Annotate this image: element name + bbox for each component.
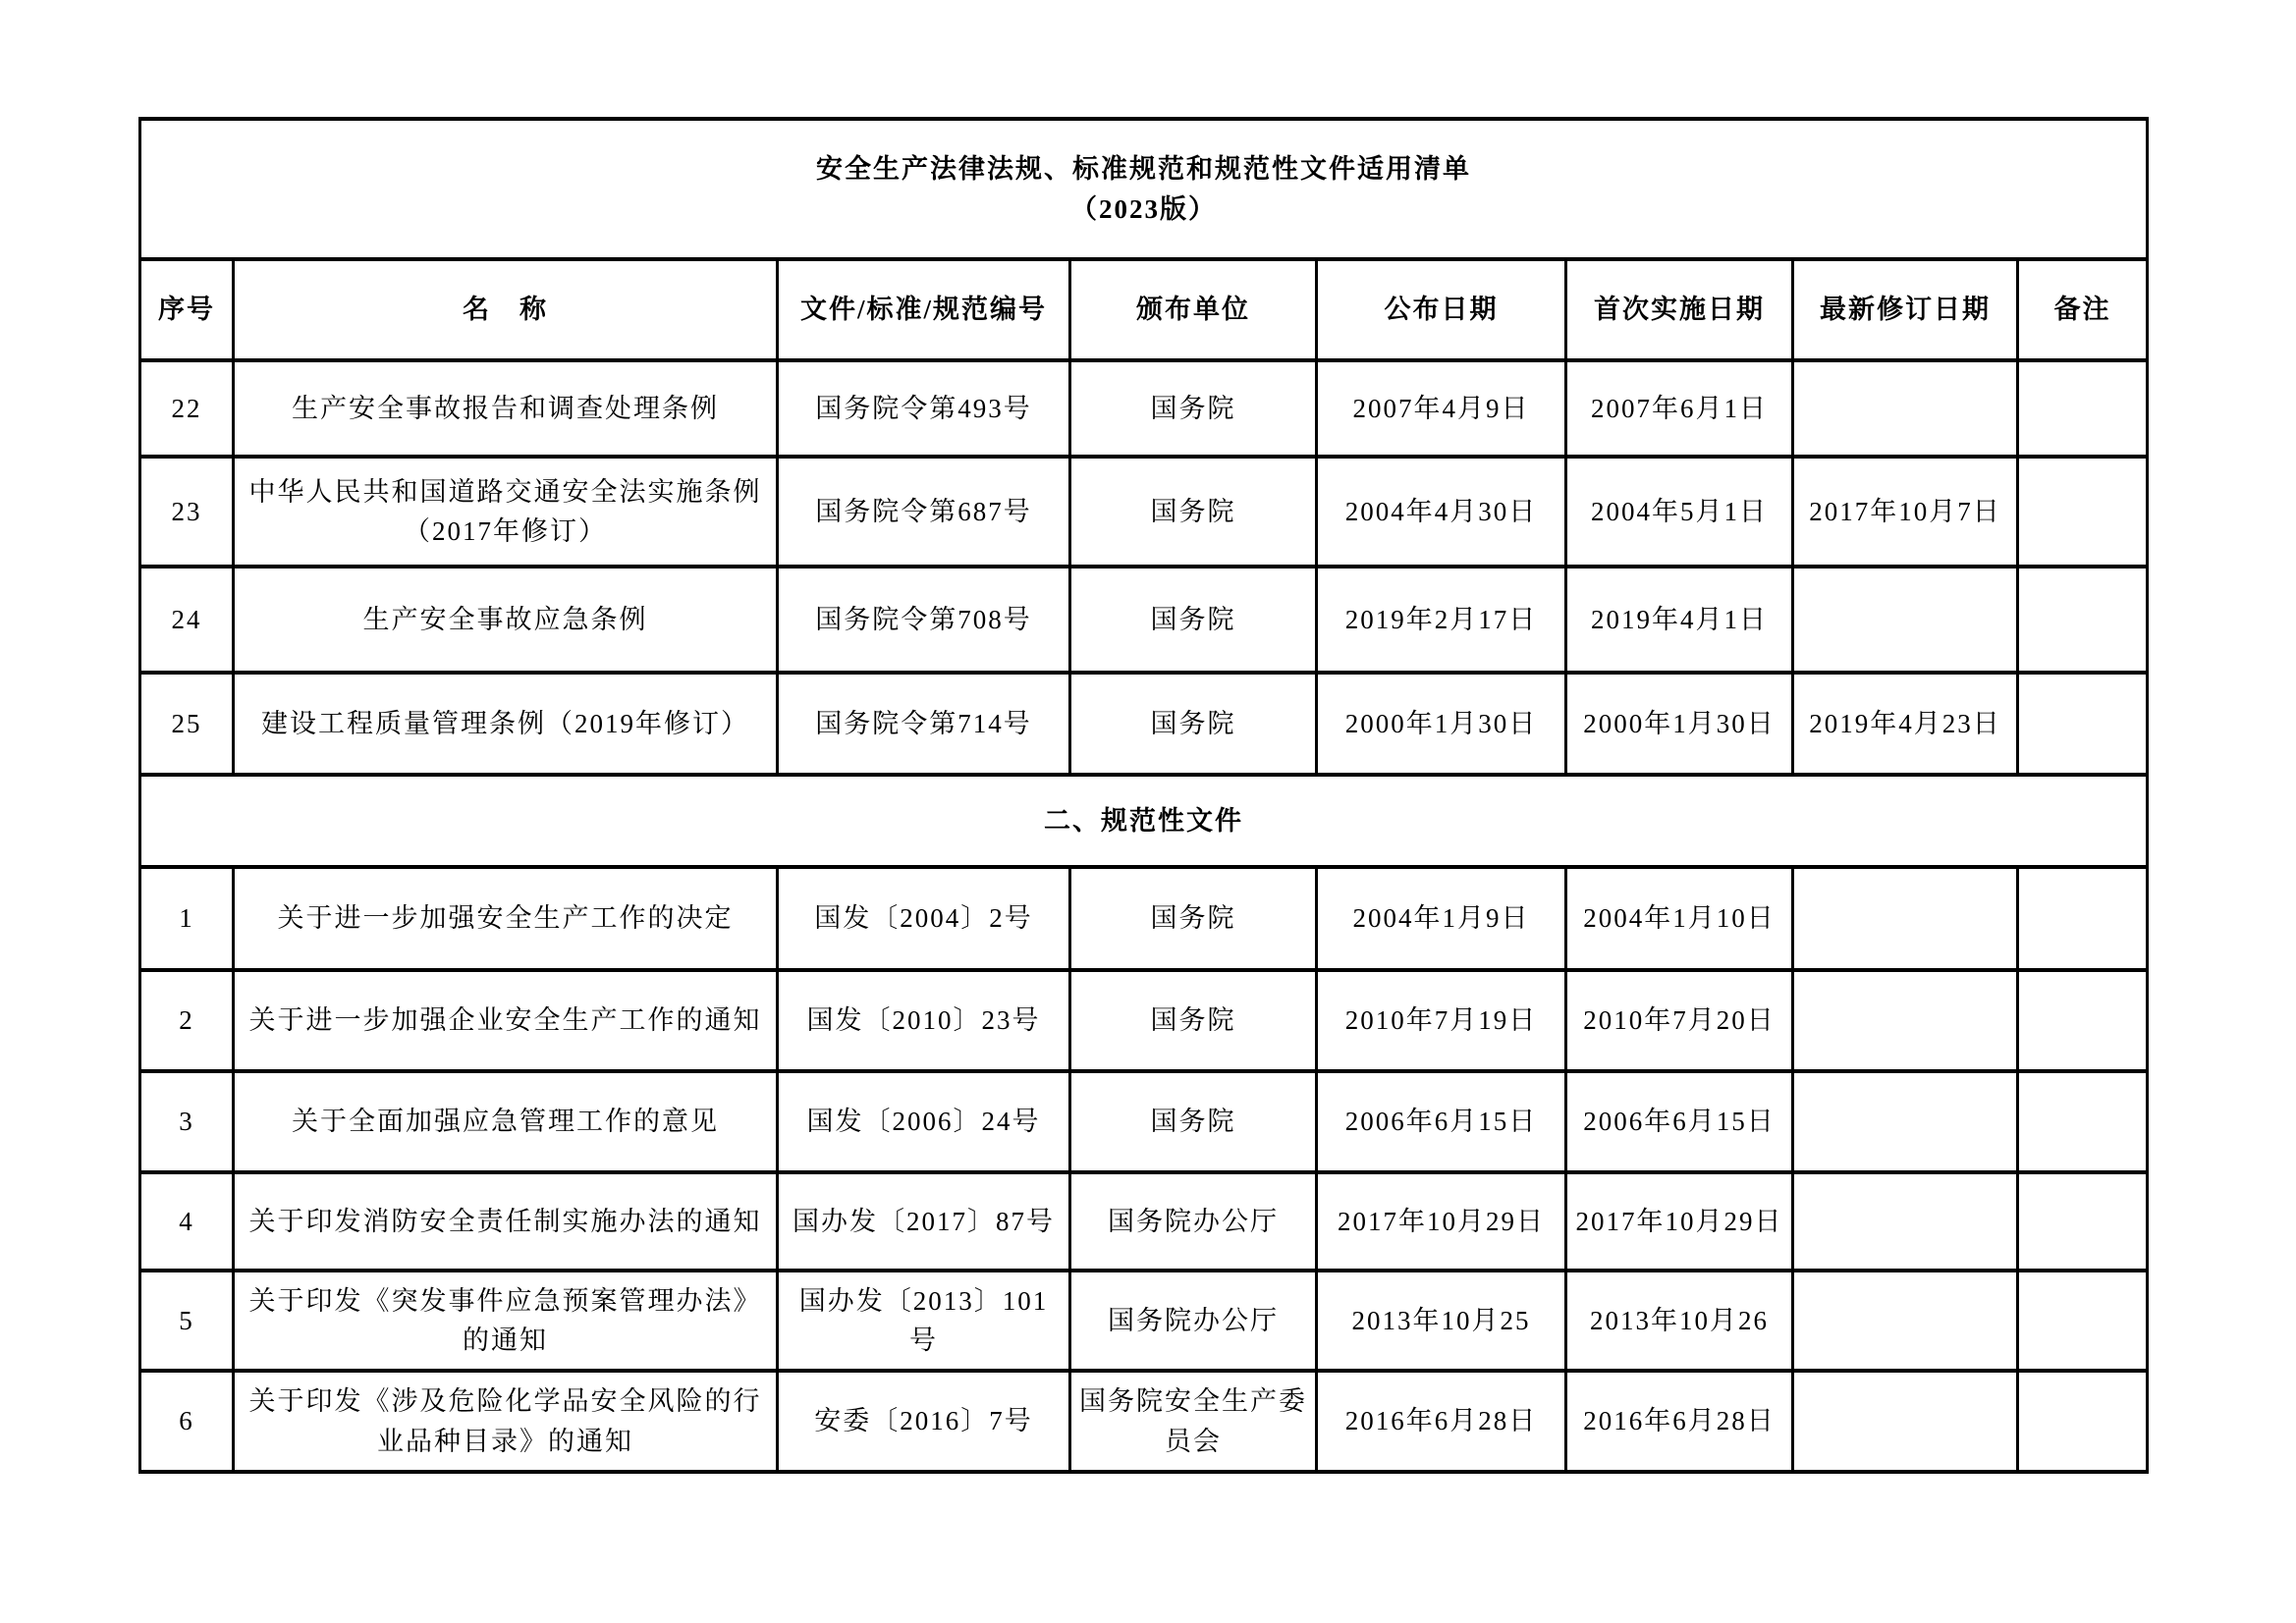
column-header-row <box>140 259 2148 360</box>
cell-revision-date <box>1793 1371 2018 1472</box>
cell-issuer: 国务院办公厅 <box>1070 1271 1317 1371</box>
cell-no: 23 <box>140 457 234 567</box>
cell-first-impl-date: 2016年6月28日 <box>1566 1371 1793 1472</box>
cell-first-impl-date: 2000年1月30日 <box>1566 673 1793 775</box>
cell-remark <box>2018 1371 2148 1472</box>
cell-remark <box>2018 970 2148 1071</box>
cell-revision-date <box>1793 1071 2018 1172</box>
document-title <box>140 119 2148 259</box>
cell-publish-date: 2004年4月30日 <box>1317 457 1566 567</box>
cell-publish-date: 2006年6月15日 <box>1317 1071 1566 1172</box>
cell-no: 1 <box>140 867 234 970</box>
cell-first-impl-date: 2019年4月1日 <box>1566 567 1793 673</box>
cell-publish-date: 2017年10月29日 <box>1317 1172 1566 1271</box>
cell-code: 国发〔2006〕24号 <box>778 1071 1070 1172</box>
table-row <box>140 1071 2148 1172</box>
cell-first-impl-date: 2007年6月1日 <box>1566 360 1793 457</box>
cell-code: 国务院令第708号 <box>778 567 1070 673</box>
cell-name: 建设工程质量管理条例（2019年修订） <box>234 673 778 775</box>
cell-code: 国务院令第714号 <box>778 673 1070 775</box>
cell-name: 关于印发《突发事件应急预案管理办法》的通知 <box>234 1271 778 1371</box>
cell-no: 3 <box>140 1071 234 1172</box>
cell-revision-date <box>1793 1172 2018 1271</box>
cell-name: 关于进一步加强安全生产工作的决定 <box>234 867 778 970</box>
table-row <box>140 1271 2148 1371</box>
cell-code: 安委〔2016〕7号 <box>778 1371 1070 1472</box>
cell-code: 国发〔2004〕2号 <box>778 867 1070 970</box>
title-row <box>140 119 2148 259</box>
cell-issuer: 国务院 <box>1070 867 1317 970</box>
cell-first-impl-date: 2006年6月15日 <box>1566 1071 1793 1172</box>
cell-revision-date: 2017年10月7日 <box>1793 457 2018 567</box>
col-header-first-impl-date: 首次实施日期 <box>1566 259 1793 360</box>
section-header: 二、规范性文件 <box>140 775 2148 867</box>
cell-remark <box>2018 457 2148 567</box>
cell-publish-date: 2007年4月9日 <box>1317 360 1566 457</box>
cell-remark <box>2018 673 2148 775</box>
cell-remark <box>2018 1271 2148 1371</box>
cell-name: 关于全面加强应急管理工作的意见 <box>234 1071 778 1172</box>
col-header-name: 名 称 <box>234 259 778 360</box>
cell-no: 4 <box>140 1172 234 1271</box>
cell-remark <box>2018 1172 2148 1271</box>
table-row <box>140 360 2148 457</box>
cell-code: 国发〔2010〕23号 <box>778 970 1070 1071</box>
cell-name: 关于印发消防安全责任制实施办法的通知 <box>234 1172 778 1271</box>
cell-first-impl-date: 2017年10月29日 <box>1566 1172 1793 1271</box>
document-title-line2: （2023版） <box>1070 193 1217 224</box>
document-title-line1: 安全生产法律法规、标准规范和规范性文件适用清单 <box>816 154 1471 184</box>
table-row <box>140 457 2148 567</box>
cell-remark <box>2018 1071 2148 1172</box>
section-header-row <box>140 775 2148 867</box>
cell-code: 国务院令第493号 <box>778 360 1070 457</box>
table-row <box>140 1371 2148 1472</box>
cell-revision-date <box>1793 360 2018 457</box>
cell-no: 22 <box>140 360 234 457</box>
cell-issuer: 国务院 <box>1070 457 1317 567</box>
cell-publish-date: 2000年1月30日 <box>1317 673 1566 775</box>
cell-issuer: 国务院安全生产委员会 <box>1070 1371 1317 1472</box>
regulations-table <box>138 117 2149 1474</box>
col-header-issuer: 颁布单位 <box>1070 259 1317 360</box>
table-row <box>140 1172 2148 1271</box>
cell-issuer: 国务院 <box>1070 970 1317 1071</box>
table-row <box>140 867 2148 970</box>
cell-code: 国务院令第687号 <box>778 457 1070 567</box>
cell-name: 生产安全事故报告和调查处理条例 <box>234 360 778 457</box>
cell-issuer: 国务院 <box>1070 567 1317 673</box>
cell-issuer: 国务院 <box>1070 360 1317 457</box>
table-row <box>140 567 2148 673</box>
cell-name: 生产安全事故应急条例 <box>234 567 778 673</box>
cell-no: 25 <box>140 673 234 775</box>
cell-no: 5 <box>140 1271 234 1371</box>
cell-first-impl-date: 2004年5月1日 <box>1566 457 1793 567</box>
cell-remark <box>2018 867 2148 970</box>
cell-publish-date: 2016年6月28日 <box>1317 1371 1566 1472</box>
cell-code: 国办发〔2013〕101号 <box>778 1271 1070 1371</box>
cell-revision-date <box>1793 867 2018 970</box>
table-row <box>140 970 2148 1071</box>
col-header-revision-date: 最新修订日期 <box>1793 259 2018 360</box>
cell-name: 中华人民共和国道路交通安全法实施条例（2017年修订） <box>234 457 778 567</box>
cell-issuer: 国务院 <box>1070 673 1317 775</box>
cell-revision-date <box>1793 1271 2018 1371</box>
cell-revision-date <box>1793 567 2018 673</box>
cell-no: 2 <box>140 970 234 1071</box>
cell-first-impl-date: 2004年1月10日 <box>1566 867 1793 970</box>
col-header-publish-date: 公布日期 <box>1317 259 1566 360</box>
cell-no: 24 <box>140 567 234 673</box>
cell-revision-date <box>1793 970 2018 1071</box>
cell-code: 国办发〔2017〕87号 <box>778 1172 1070 1271</box>
col-header-no: 序号 <box>140 259 234 360</box>
cell-first-impl-date: 2013年10月26 <box>1566 1271 1793 1371</box>
cell-issuer: 国务院办公厅 <box>1070 1172 1317 1271</box>
cell-remark <box>2018 360 2148 457</box>
cell-name: 关于进一步加强企业安全生产工作的通知 <box>234 970 778 1071</box>
cell-no: 6 <box>140 1371 234 1472</box>
cell-publish-date: 2019年2月17日 <box>1317 567 1566 673</box>
cell-first-impl-date: 2010年7月20日 <box>1566 970 1793 1071</box>
table-row <box>140 673 2148 775</box>
cell-issuer: 国务院 <box>1070 1071 1317 1172</box>
cell-publish-date: 2004年1月9日 <box>1317 867 1566 970</box>
col-header-code: 文件/标准/规范编号 <box>778 259 1070 360</box>
cell-remark <box>2018 567 2148 673</box>
cell-revision-date: 2019年4月23日 <box>1793 673 2018 775</box>
cell-publish-date: 2013年10月25 <box>1317 1271 1566 1371</box>
cell-publish-date: 2010年7月19日 <box>1317 970 1566 1071</box>
cell-name: 关于印发《涉及危险化学品安全风险的行业品种目录》的通知 <box>234 1371 778 1472</box>
col-header-remark: 备注 <box>2018 259 2148 360</box>
